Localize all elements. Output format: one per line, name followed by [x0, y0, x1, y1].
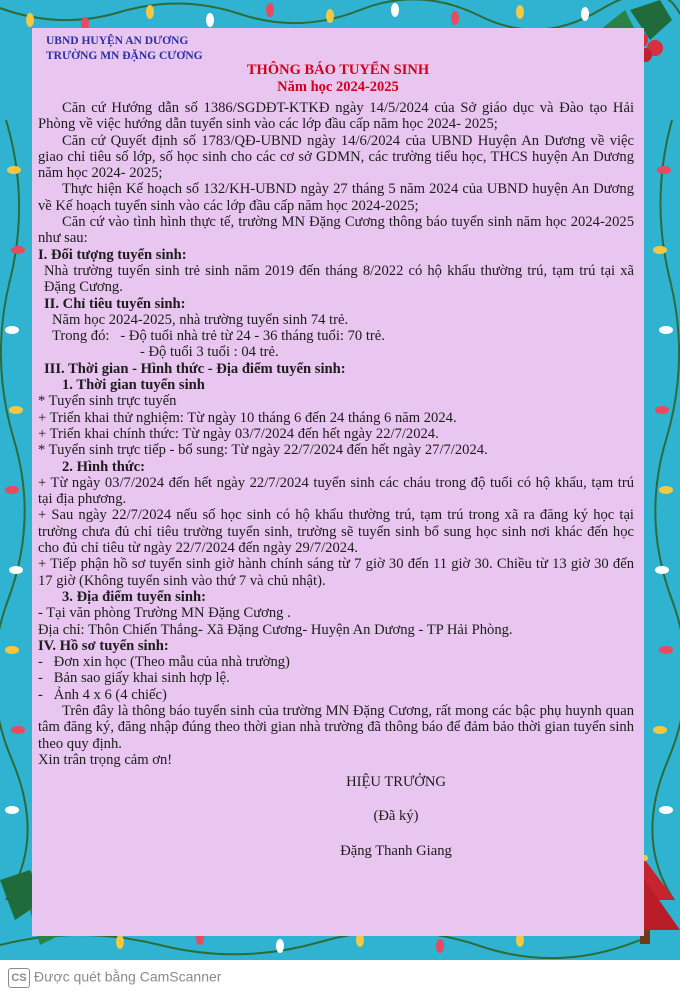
section-3-1-a: * Tuyển sinh trực tuyến [38, 393, 177, 410]
notice-body [38, 100, 634, 859]
intro-paragraph-4: Căn cứ vào tình hình thực tế, trường MN Đặng Cương thông báo tuyển sinh năm học 2024-2025 như sau: [38, 214, 634, 247]
title-main: THÔNG BÁO TUYỂN SINH [246, 62, 430, 78]
section-3-1-heading: 1. Thời gian tuyển sinh [62, 377, 205, 394]
section-2-line-1: Năm học 2024-2025, nhà trường tuyển sinh 74 trẻ. [52, 311, 349, 328]
section-4-b: - Bản sao giấy khai sinh hợp lệ. [38, 670, 230, 687]
closing-paragraph: Trên đây là thông báo tuyển sinh của trường MN Đặng Cương, rất mong các bậc phụ huynh quan tâm đăng ký, đăng nhập đúng theo thời gian nhà trường đã thông báo để đảm bảo thời gian tuyển sinh theo quy định. [38, 702, 634, 752]
section-3-2-heading: 2. Hình thức: [62, 458, 145, 475]
section-3-1-b: + Triển khai thử nghiệm: Từ ngày 10 tháng 6 đến 24 tháng 6 năm 2024. [38, 409, 457, 426]
organization-header [46, 34, 203, 64]
section-3-2-c: + Tiếp phận hồ sơ tuyển sinh giờ hành chính sáng từ 7 giờ 30 đến 11 giờ 30. Chiều từ 13 giờ 30 đến 17 giờ (Không tuyển sinh vào thứ 7 và chủ nhật). [38, 556, 634, 589]
section-1-text: Nhà trường tuyển sinh trẻ sinh năm 2019 đến tháng 8/2022 có hộ khẩu thường trú, tạm trú tại xã Đặng Cương. [44, 262, 634, 296]
section-3-3-heading: 3. Địa điểm tuyển sinh: [62, 588, 206, 605]
section-4-heading: IV. Hồ sơ tuyển sinh: [38, 637, 169, 654]
section-3-1-c: + Triển khai chính thức: Từ ngày 03/7/2024 đến hết ngày 22/7/2024. [38, 425, 439, 442]
camscanner-logo-icon: CS [8, 968, 30, 988]
title-year: Năm học 2024-2025 [277, 79, 399, 95]
notice-title [32, 62, 644, 96]
signature-name: Đặng Thanh Giang [340, 842, 452, 859]
signature-signed: (Đã ký) [373, 808, 419, 825]
section-3-3-b: Địa chỉ: Thôn Chiến Thắng- Xã Đặng Cương- Huyện An Dương - TP Hải Phòng. [38, 621, 513, 638]
section-3-2-b: + Sau ngày 22/7/2024 nếu số học sinh có hộ khẩu thường trú, tạm trú trong xã ra đăng ký học tại trường chưa đủ chỉ tiêu trường tuyển sinh, trường sẽ tuyển sinh bổ sung học sinh nơi khác đến học cho đủ chỉ tiêu từ ngày 22/7/2024 đến ngày 29/7/2024. [38, 507, 634, 557]
org-line-2: TRƯỜNG MN ĐẶNG CƯƠNG [46, 50, 203, 62]
intro-paragraph-3: Thực hiện Kế hoạch số 132/KH-UBND ngày 27 tháng 5 năm 2024 của UBND huyện An Dương về Kế hoạch tuyển sinh vào các lớp đầu cấp năm học 2024-2025; [38, 181, 634, 214]
camscanner-watermark [8, 968, 221, 988]
notice-paper [32, 28, 644, 936]
section-2-line-3: - Độ tuổi 3 tuổi : 04 trẻ. [140, 344, 279, 361]
section-2-line-2-text: - Độ tuổi nhà trẻ từ 24 - 36 tháng tuổi: 70 trẻ. [120, 328, 385, 345]
section-3-2-a: + Từ ngày 03/7/2024 đến hết ngày 22/7/2024 tuyển sinh các cháu trong độ tuổi có hộ khẩu, tạm trú tại địa phương. [38, 474, 634, 508]
section-1-heading: I. Đối tượng tuyển sinh: [38, 246, 187, 263]
org-line-1: UBND HUYỆN AN DƯƠNG [46, 35, 189, 47]
section-2-line-2 [38, 328, 634, 344]
section-3-heading: III. Thời gian - Hình thức - Địa điểm tuyển sinh: [44, 360, 346, 377]
section-2-line-2-label: Trong đó: [52, 328, 110, 345]
camscanner-text: Được quét bằng CamScanner [34, 968, 222, 985]
section-2-heading: II. Chỉ tiêu tuyển sinh: [44, 295, 186, 312]
thanks-line: Xin trân trọng cảm ơn! [38, 751, 173, 768]
section-4-c: - Ảnh 4 x 6 (4 chiếc) [38, 686, 167, 703]
signature-title: HIỆU TRƯỞNG [346, 774, 446, 791]
section-3-3-a: - Tại văn phòng Trường MN Đặng Cương . [38, 605, 291, 622]
section-4-a: - Đơn xin học (Theo mẫu của nhà trường) [38, 654, 290, 671]
section-3-1-d: * Tuyển sinh trực tiếp - bổ sung: Từ ngày 22/7/2024 đến hết ngày 27/7/2024. [38, 442, 488, 459]
intro-paragraph-1: Căn cứ Hướng dẫn số 1386/SGDĐT-KTKĐ ngày 14/5/2024 của Sở giáo dục và Đào tạo Hải Phòng về việc hướng dẫn tuyển sinh vào các lớp đầu cấp năm học 2024- 2025; [38, 100, 634, 133]
intro-paragraph-2: Căn cứ Quyết định số 1783/QĐ-UBND ngày 14/6/2024 của UBND Huyện An Dương về việc giao chỉ tiêu số lớp, số học sinh cho các cơ sở GDMN, các trường tiểu học, THCS huyện An Dương năm học 2024- 2025; [38, 132, 634, 182]
